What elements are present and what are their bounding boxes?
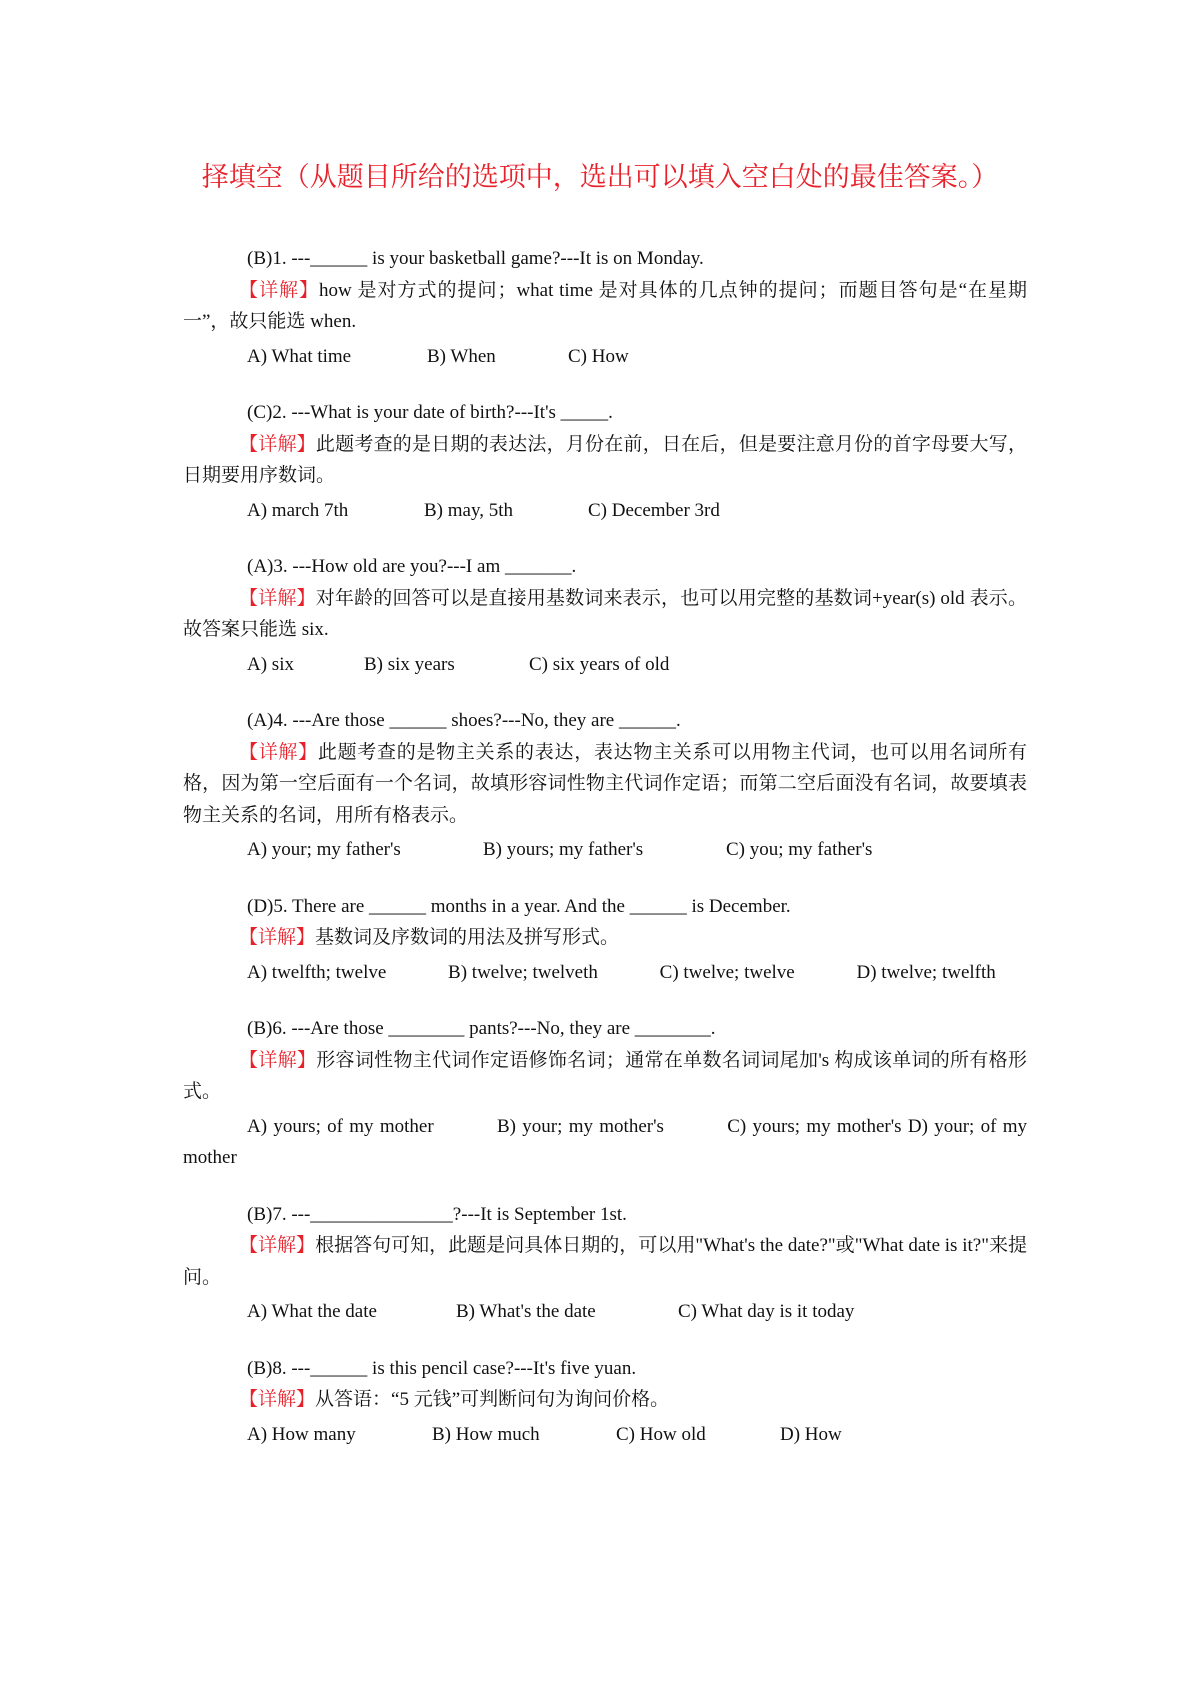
option-row (183, 1111, 1027, 1174)
question-stem: (C)2. ---What is your date of birth?---It's _____. (247, 402, 613, 423)
question-list (183, 243, 1027, 1475)
option-a: A) What time (247, 345, 352, 367)
option-d: D) twelve; twelfth (856, 961, 996, 983)
explanation-text: 此题考查的是日期的表达法，月份在前，日在后，但是要注意月份的首字母要大写，日期要用序数词。 (183, 433, 1027, 486)
question-explanation (183, 1384, 1027, 1416)
option-a: A) What the date (247, 1301, 377, 1322)
option-d: D) your; of my mother (183, 1115, 1028, 1168)
question-explanation (183, 583, 1027, 646)
question-stem: (A)3. ---How old are you?---I am _______. (247, 556, 577, 577)
question-explanation (183, 922, 1027, 954)
question-explanation (183, 429, 1027, 492)
question-item (183, 397, 1027, 526)
question-item (183, 891, 1027, 989)
explanation-text: 根据答句可知，此题是问具体日期的，可以用"What's the date?"或"What date is it?"来提问。 (183, 1235, 1027, 1288)
option-a: A) yours; of my mother (247, 1115, 434, 1137)
question-explanation (183, 275, 1027, 338)
question-explanation (183, 737, 1027, 832)
explanation-text: 此题考查的是物主关系的表达，表达物主关系可以用物主代词，也可以用名词所有格，因为第一空后面有一个名词，故填形容词性物主代词作定语；而第二空后面没有名词，故要填表物主关系的名词，用所有格表示。 (183, 741, 1027, 826)
detail-tag: 【详解】 (239, 1389, 316, 1410)
option-row (183, 649, 1027, 681)
option-c: C) six years of old (529, 653, 670, 675)
option-row (183, 957, 1027, 989)
option-b: B) What's the date (456, 1301, 596, 1322)
detail-tag: 【详解】 (239, 587, 316, 609)
explanation-text: 形容词性物主代词作定语修饰名词；通常在单数名词词尾加's 构成该单词的所有格形式。 (183, 1049, 1027, 1102)
question-stem: (D)5. There are ______ months in a year. And the ______ is December. (247, 895, 791, 917)
option-c: C) How old (616, 1423, 706, 1445)
option-c: C) What day is it today (678, 1301, 855, 1322)
option-b: B) yours; my father's (483, 839, 644, 860)
option-c: C) yours; my mother's (727, 1115, 902, 1137)
option-b: B) When (427, 345, 496, 367)
section-title: 择填空（从题目所给的选项中，选出可以填入空白处的最佳答案。） (201, 162, 999, 193)
option-c: C) you; my father's (726, 839, 873, 860)
question-stem: (B)6. ---Are those ________ pants?---No, they are ________. (247, 1018, 716, 1039)
question-explanation (183, 1230, 1027, 1293)
question-item (183, 243, 1027, 372)
option-b: B) may, 5th (424, 499, 514, 521)
option-b: B) your; my mother's (496, 1115, 664, 1137)
option-a: A) twelfth; twelve (247, 961, 387, 983)
option-c: C) twelve; twelve (659, 961, 795, 983)
detail-tag: 【详解】 (239, 433, 316, 455)
detail-tag: 【详解】 (239, 741, 318, 763)
question-item (183, 551, 1027, 680)
question-stem: (B)7. ---_______________?---It is September 1st. (247, 1203, 627, 1225)
option-a: A) How many (247, 1423, 356, 1445)
question-stem: (B)8. ---______ is this pencil case?---It's five yuan. (247, 1357, 637, 1379)
explanation-text: 对年龄的回答可以是直接用基数词来表示，也可以用完整的基数词+year(s) old 表示。故答案只能选 six. (183, 587, 1027, 640)
detail-tag: 【详解】 (239, 1049, 317, 1071)
detail-tag: 【详解】 (239, 927, 316, 948)
question-item (183, 1199, 1027, 1328)
question-explanation (183, 1045, 1027, 1108)
option-row (183, 495, 1027, 527)
explanation-text: 从答语：“5 元钱”可判断问句为询问价格。 (315, 1389, 670, 1410)
explanation-text: how 是对方式的提问；what time 是对具体的几点钟的提问；而题目答句是“在星期一”，故只能选 when. (183, 279, 1027, 332)
option-b: B) How much (432, 1423, 540, 1445)
option-row (183, 1296, 1027, 1328)
option-a: A) six (247, 653, 294, 675)
question-stem: (A)4. ---Are those ______ shoes?---No, they are ______. (247, 710, 681, 731)
option-row (183, 1419, 1027, 1451)
option-b: B) twelve; twelveth (448, 961, 598, 983)
question-item (183, 705, 1027, 866)
detail-tag: 【详解】 (239, 279, 319, 301)
explanation-text: 基数词及序数词的用法及拼写形式。 (315, 927, 620, 948)
question-stem: (B)1. ---______ is your basketball game?---It is on Monday. (247, 248, 704, 269)
option-c: C) How (568, 345, 629, 367)
option-a: A) march 7th (247, 499, 349, 521)
question-item (183, 1013, 1027, 1174)
option-a: A) your; my father's (247, 839, 401, 860)
option-b: B) six years (364, 653, 455, 675)
option-row (183, 834, 1027, 866)
detail-tag: 【详解】 (239, 1235, 316, 1256)
option-d: D) How (780, 1423, 842, 1445)
option-row (183, 341, 1027, 373)
option-c: C) December 3rd (588, 499, 720, 521)
question-item (183, 1353, 1027, 1451)
